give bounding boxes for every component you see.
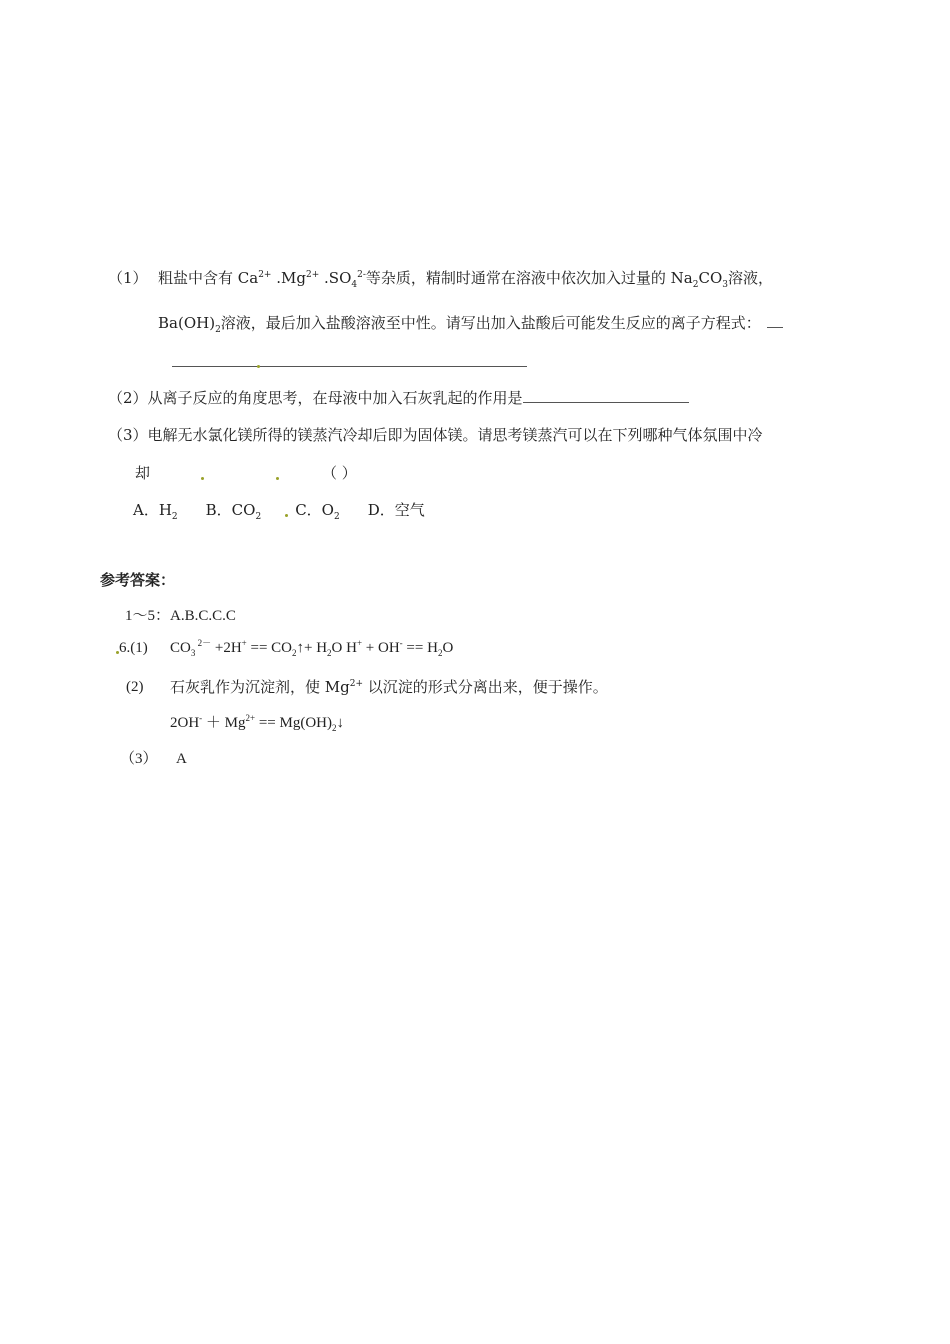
q1-line2: $Ba(OH)_2$溶液，最后加入盐酸溶液至中性。请写出加入盐酸后可能发生反应的离子方程式： [158,313,783,333]
marker-dot [201,477,204,480]
answer-1-5: 1～5：A.B.C.C.C [125,608,236,624]
marker-dot [285,514,288,517]
q3-options: A．$H_2$ B．$CO_2$ C．$O_2$ D．空气 [133,501,425,522]
option-b: B．CO [205,501,256,519]
answer-6-label: 6.(1) [119,640,148,656]
answer-blank-2[interactable] [523,388,689,403]
answer-6-2: 石灰乳作为沉淀剂，使 $Mg^{2+}$ 以沉淀的形式分离出来，便于操作。 [170,678,608,696]
answer-6-1: $CO_3$ $^{2-} +2H^+ == CO_2↑+ H_2O$ $H^+ + OH^- == H_2O$ [170,638,454,658]
q2-text: （2）从离子反应的角度思考，在母液中加入石灰乳起的作用是 [108,388,689,408]
marker-dot [257,365,260,368]
option-a: A．H [133,501,172,519]
q3-paren: （ ） [322,464,357,482]
q3-cont: 却 [135,464,151,482]
option-d: D．空气 [367,501,425,519]
q1-line1: 粗盐中含有 $Ca^{2+}$ $.Mg^{2+}$ $.SO_4^{2-}$等杂质，精制时通常在溶液中依次加入过量的 $Na_2CO_3$溶液， [158,269,773,290]
answer-6-3-label: （3） [120,751,158,767]
q1-number: （1） [108,269,148,287]
answer-6-3: A [176,751,187,767]
marker-dot [276,477,279,480]
answers-heading: 参考答案： [100,571,176,589]
q1-blank-line[interactable] [172,352,527,372]
answer-blank-1[interactable] [767,313,783,328]
option-c: C．O [295,501,334,519]
q3-text: （3）电解无水氯化镁所得的镁蒸汽冷却后即为固体镁。请思考镁蒸汽可以在下列哪种气体氛围中冷 [108,426,763,444]
answer-6-2-label: (2) [126,679,144,695]
answer-6-2-equation: $2OH^- + Mg^{2+}$ == $Mg(OH)_2↓$ [170,713,345,733]
